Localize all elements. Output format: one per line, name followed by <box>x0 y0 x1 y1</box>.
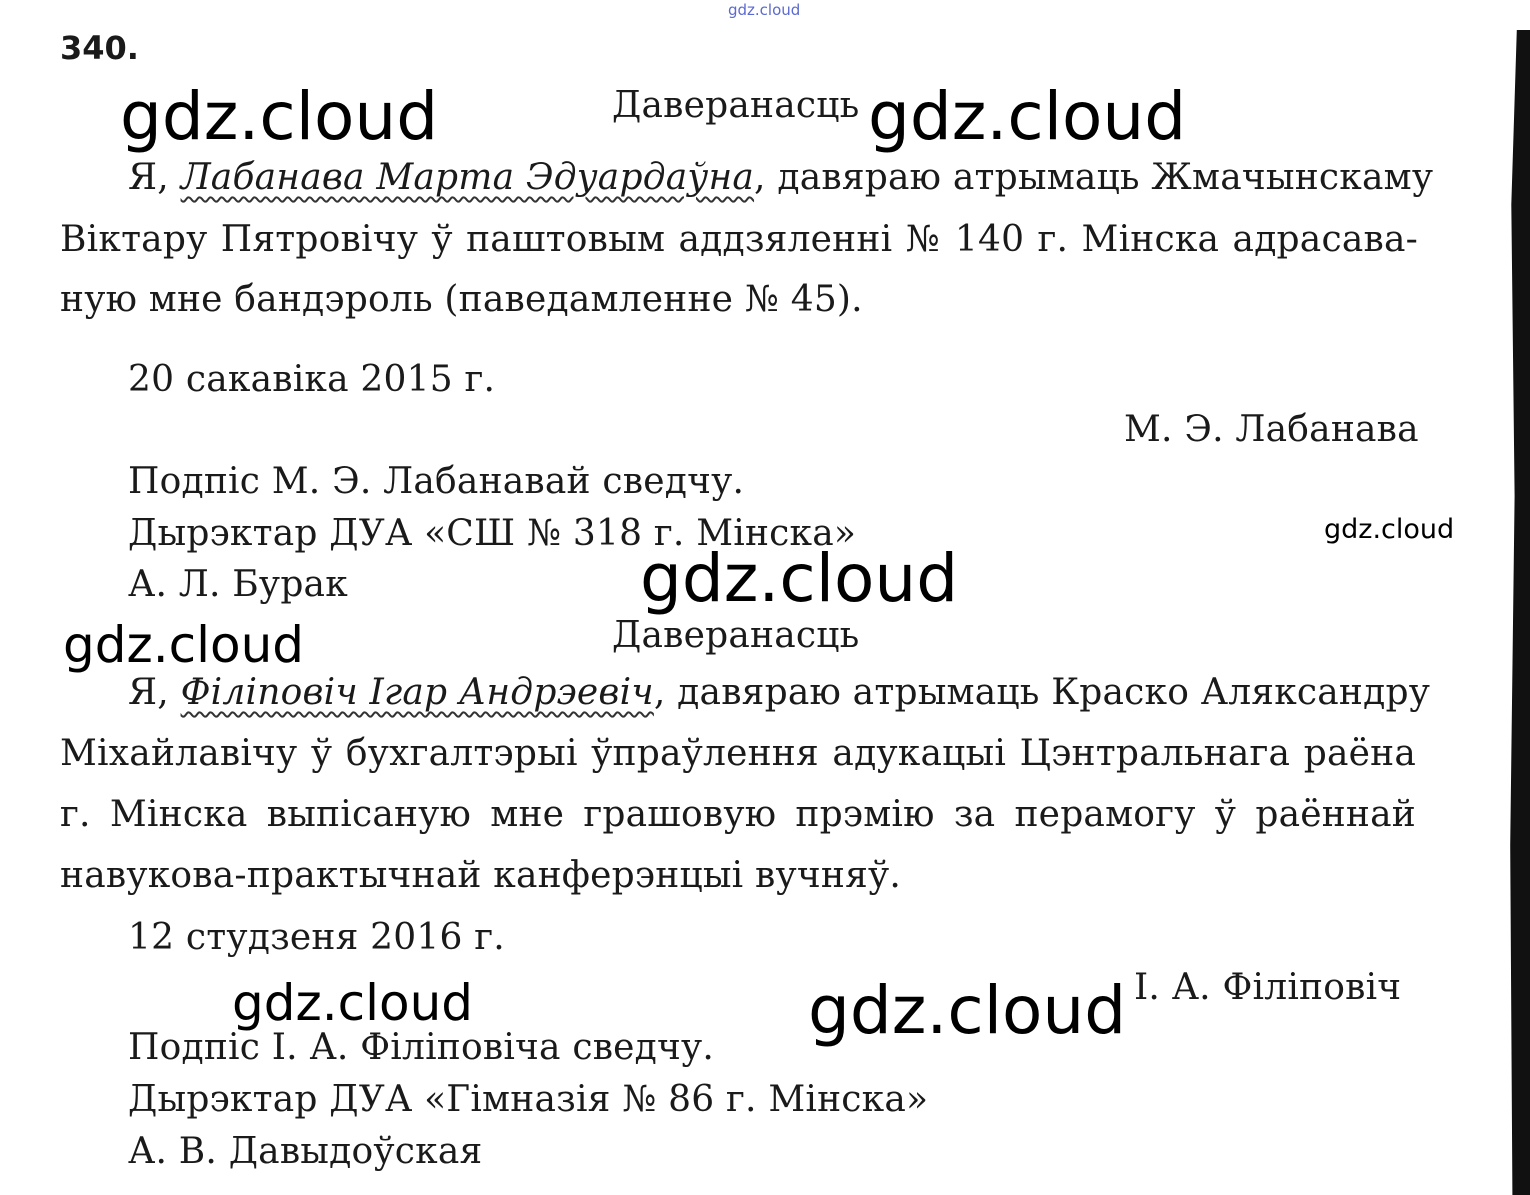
watermark-bottom-left: gdz.cloud <box>232 974 474 1032</box>
doc2-principal-name: Філіповіч Ігар Андрэевіч <box>180 672 654 713</box>
doc1-signature: М. Э. Лабанава <box>1124 409 1419 450</box>
doc2-witness-line2: Дырэктар ДУА «Гімназія № 86 г. Мінска» <box>128 1079 929 1120</box>
doc2-line1-rest: , давяраю атрымаць Краско Аляксандру <box>653 672 1431 713</box>
exercise-number: 340. <box>60 29 139 67</box>
doc1-witness-line3: А. Л. Бурак <box>128 564 348 605</box>
doc2-paragraph-line4: навукова-практычнай канферэнцыі вучняў. <box>60 855 902 896</box>
watermark-top-right: gdz.cloud <box>868 78 1187 155</box>
doc1-paragraph-line3: ную мне бандэроль (паведамленне № 45). <box>60 279 863 320</box>
doc2-signature: І. А. Філіповіч <box>1134 967 1402 1008</box>
doc1-heading: Даверанасць <box>612 85 860 126</box>
watermark-mid-left: gdz.cloud <box>63 616 305 674</box>
doc2-paragraph-line3: г. Мінска выпісаную мне грашовую прэмію за перамогу ў раённай <box>60 794 1416 835</box>
doc2-paragraph-line1 <box>128 671 1430 715</box>
doc2-witness-line1: Подпіс І. А. Філіповіча сведчу. <box>128 1027 715 1068</box>
page-edge-shadow <box>1508 30 1530 1195</box>
watermark-top-left: gdz.cloud <box>120 78 439 155</box>
doc1-paragraph-line1 <box>128 156 1433 200</box>
doc1-pronoun: Я, <box>128 157 181 198</box>
doc2-paragraph-line2: Міхайлавічу ў бухгалтэрыі ўпраўлення адукацыі Цэнтральнага раёна <box>60 733 1416 774</box>
watermark-top-small: gdz.cloud <box>728 1 801 19</box>
doc1-date: 20 сакавіка 2015 г. <box>128 359 496 400</box>
doc1-paragraph-line2: Віктару Пятровічу ў паштовым аддзяленні № 140 г. Мінска адрасава- <box>60 219 1418 260</box>
doc2-pronoun: Я, <box>128 672 181 713</box>
watermark-right-small: gdz.cloud <box>1324 514 1455 545</box>
doc2-date: 12 студзеня 2016 г. <box>128 917 505 958</box>
doc1-witness-line1: Подпіс М. Э. Лабанавай сведчу. <box>128 461 745 502</box>
doc1-principal-name: Лабанава Марта Эдуардаўна <box>180 157 755 198</box>
doc1-line1-rest: , давяраю атрымаць Жмачынскаму <box>754 157 1434 198</box>
doc1-witness-line2: Дырэктар ДУА «СШ № 318 г. Мінска» <box>128 513 857 554</box>
doc2-witness-line3: А. В. Давыдоўская <box>128 1131 483 1172</box>
watermark-center: gdz.cloud <box>640 540 959 617</box>
watermark-bottom-center: gdz.cloud <box>808 972 1127 1049</box>
doc2-heading: Даверанасць <box>612 615 860 656</box>
